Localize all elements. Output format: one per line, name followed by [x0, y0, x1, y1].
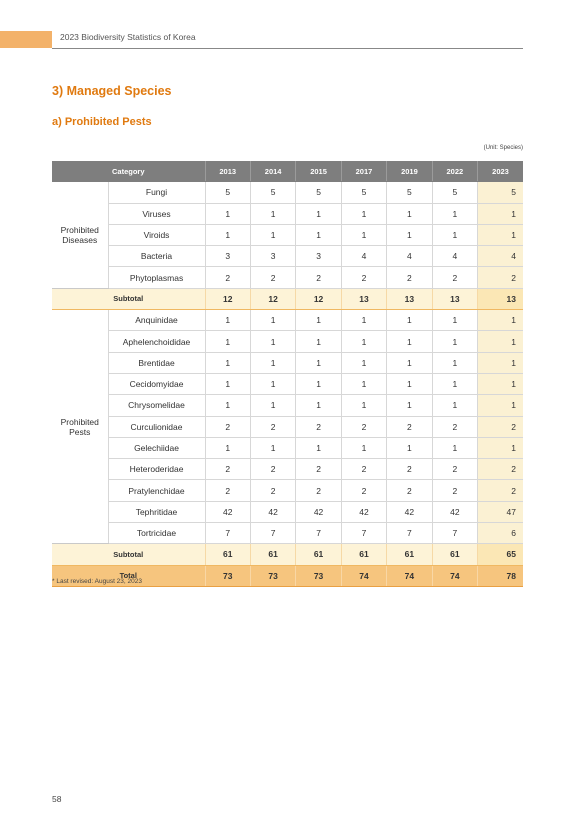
header-rule — [52, 48, 523, 49]
running-header: 2023 Biodiversity Statistics of Korea — [60, 32, 196, 42]
value-cell: 42 — [296, 501, 341, 522]
value-cell: 1 — [387, 224, 432, 245]
value-cell: 2 — [432, 480, 477, 501]
species-name: Chrysomelidae — [108, 395, 205, 416]
value-cell: 1 — [432, 437, 477, 458]
prohibited-pests-table — [52, 161, 523, 587]
table-row — [52, 523, 523, 544]
species-name: Pratylenchidae — [108, 480, 205, 501]
subtotal-value: 12 — [296, 288, 341, 309]
value-cell: 1 — [296, 224, 341, 245]
value-cell: 2 — [387, 267, 432, 288]
value-cell: 1 — [387, 395, 432, 416]
species-name: Fungi — [108, 182, 205, 203]
species-name: Phytoplasmas — [108, 267, 205, 288]
value-cell: 1 — [250, 224, 295, 245]
value-cell: 1 — [341, 437, 386, 458]
value-cell: 1 — [205, 437, 250, 458]
value-cell: 3 — [296, 246, 341, 267]
table-row — [52, 182, 523, 203]
value-cell: 2 — [341, 459, 386, 480]
value-cell: 42 — [432, 501, 477, 522]
value-cell: 2 — [205, 480, 250, 501]
value-cell: 1 — [341, 395, 386, 416]
value-cell: 5 — [432, 182, 477, 203]
total-label: Total — [52, 565, 205, 586]
value-cell: 1 — [250, 352, 295, 373]
value-cell: 1 — [205, 224, 250, 245]
value-cell: 1 — [432, 395, 477, 416]
value-cell: 4 — [341, 246, 386, 267]
footnote: * Last revised: August 23, 2023 — [52, 578, 142, 585]
year-header: 2022 — [432, 161, 477, 182]
subtotal-value: 13 — [341, 288, 386, 309]
value-cell: 1 — [478, 331, 523, 352]
year-header: 2019 — [387, 161, 432, 182]
value-cell: 1 — [387, 331, 432, 352]
species-name: Viroids — [108, 224, 205, 245]
total-value: 73 — [205, 565, 250, 586]
value-cell: 1 — [432, 352, 477, 373]
value-cell: 1 — [432, 331, 477, 352]
species-name: Anquinidae — [108, 310, 205, 331]
subtotal-label: Subtotal — [52, 288, 205, 309]
subtotal-row — [52, 544, 523, 565]
value-cell: 1 — [250, 395, 295, 416]
value-cell: 1 — [205, 395, 250, 416]
value-cell: 1 — [387, 352, 432, 373]
value-cell: 1 — [341, 373, 386, 394]
value-cell: 2 — [205, 416, 250, 437]
total-value: 74 — [387, 565, 432, 586]
value-cell: 2 — [341, 416, 386, 437]
value-cell: 1 — [387, 373, 432, 394]
value-cell: 2 — [341, 480, 386, 501]
value-cell: 2 — [432, 267, 477, 288]
value-cell: 1 — [205, 203, 250, 224]
header-accent-tab — [0, 31, 52, 48]
value-cell: 2 — [432, 459, 477, 480]
category-header: Category — [52, 161, 205, 182]
year-header: 2015 — [296, 161, 341, 182]
subtotal-value: 13 — [478, 288, 523, 309]
total-value: 78 — [478, 565, 523, 586]
table-row — [52, 331, 523, 352]
table-row — [52, 416, 523, 437]
total-value: 73 — [296, 565, 341, 586]
value-cell: 3 — [250, 246, 295, 267]
subsection-title: a) Prohibited Pests — [52, 116, 152, 128]
subtotal-value: 61 — [387, 544, 432, 565]
value-cell: 1 — [387, 203, 432, 224]
value-cell: 1 — [387, 437, 432, 458]
value-cell: 1 — [250, 310, 295, 331]
value-cell: 2 — [432, 416, 477, 437]
subtotal-value: 61 — [250, 544, 295, 565]
table-row — [52, 246, 523, 267]
value-cell: 6 — [478, 523, 523, 544]
table-row — [52, 310, 523, 331]
value-cell: 1 — [296, 331, 341, 352]
section-title: 3) Managed Species — [52, 84, 172, 98]
value-cell: 4 — [387, 246, 432, 267]
year-header: 2017 — [341, 161, 386, 182]
subtotal-value: 13 — [387, 288, 432, 309]
value-cell: 1 — [341, 310, 386, 331]
subtotal-value: 61 — [296, 544, 341, 565]
value-cell: 1 — [205, 373, 250, 394]
value-cell: 1 — [296, 373, 341, 394]
value-cell: 2 — [387, 459, 432, 480]
group-label-line: Prohibited — [60, 225, 99, 236]
subtotal-value: 12 — [250, 288, 295, 309]
value-cell: 7 — [205, 523, 250, 544]
value-cell: 2 — [478, 267, 523, 288]
species-name: Aphelenchoididae — [108, 331, 205, 352]
value-cell: 1 — [478, 352, 523, 373]
value-cell: 1 — [478, 224, 523, 245]
table-row — [52, 437, 523, 458]
table-row — [52, 501, 523, 522]
page-number: 58 — [52, 794, 62, 804]
year-header: 2013 — [205, 161, 250, 182]
unit-note: (Unit: Species) — [483, 145, 523, 151]
value-cell: 47 — [478, 501, 523, 522]
value-cell: 3 — [205, 246, 250, 267]
value-cell: 1 — [341, 352, 386, 373]
value-cell: 5 — [387, 182, 432, 203]
value-cell: 5 — [205, 182, 250, 203]
species-name: Brentidae — [108, 352, 205, 373]
species-name: Gelechiidae — [108, 437, 205, 458]
value-cell: 1 — [432, 203, 477, 224]
subtotal-value: 61 — [341, 544, 386, 565]
value-cell: 1 — [296, 395, 341, 416]
table-row — [52, 203, 523, 224]
value-cell: 2 — [478, 459, 523, 480]
value-cell: 1 — [478, 395, 523, 416]
group-label-line: Diseases — [62, 235, 98, 246]
value-cell: 7 — [387, 523, 432, 544]
species-name: Heteroderidae — [108, 459, 205, 480]
group-label — [52, 182, 108, 288]
value-cell: 1 — [432, 310, 477, 331]
value-cell: 4 — [478, 246, 523, 267]
value-cell: 2 — [250, 416, 295, 437]
value-cell: 1 — [296, 203, 341, 224]
subtotal-value: 61 — [432, 544, 477, 565]
value-cell: 1 — [250, 437, 295, 458]
value-cell: 1 — [341, 224, 386, 245]
value-cell: 2 — [296, 480, 341, 501]
table-row — [52, 480, 523, 501]
value-cell: 2 — [296, 459, 341, 480]
species-name: Curculionidae — [108, 416, 205, 437]
value-cell: 4 — [432, 246, 477, 267]
value-cell: 1 — [296, 352, 341, 373]
value-cell: 2 — [341, 267, 386, 288]
value-cell: 2 — [205, 459, 250, 480]
value-cell: 5 — [296, 182, 341, 203]
value-cell: 2 — [478, 480, 523, 501]
table-row — [52, 459, 523, 480]
value-cell: 1 — [478, 437, 523, 458]
value-cell: 1 — [478, 373, 523, 394]
value-cell: 1 — [250, 331, 295, 352]
year-header: 2014 — [250, 161, 295, 182]
value-cell: 2 — [387, 480, 432, 501]
value-cell: 1 — [432, 373, 477, 394]
value-cell: 1 — [296, 310, 341, 331]
table-row — [52, 395, 523, 416]
value-cell: 1 — [341, 203, 386, 224]
value-cell: 1 — [341, 331, 386, 352]
value-cell: 1 — [250, 203, 295, 224]
value-cell: 2 — [250, 480, 295, 501]
subtotal-value: 12 — [205, 288, 250, 309]
group-label-line: Pests — [69, 426, 91, 437]
species-name: Viruses — [108, 203, 205, 224]
subtotal-value: 61 — [205, 544, 250, 565]
subtotal-value: 65 — [478, 544, 523, 565]
value-cell: 1 — [478, 203, 523, 224]
value-cell: 1 — [432, 224, 477, 245]
value-cell: 7 — [296, 523, 341, 544]
value-cell: 2 — [296, 267, 341, 288]
value-cell: 2 — [250, 267, 295, 288]
value-cell: 42 — [341, 501, 386, 522]
total-value: 73 — [250, 565, 295, 586]
value-cell: 1 — [478, 310, 523, 331]
value-cell: 7 — [341, 523, 386, 544]
table-row — [52, 267, 523, 288]
value-cell: 2 — [205, 267, 250, 288]
value-cell: 1 — [205, 331, 250, 352]
value-cell: 7 — [432, 523, 477, 544]
value-cell: 1 — [205, 352, 250, 373]
value-cell: 2 — [296, 416, 341, 437]
group-label-line: Prohibited — [60, 416, 99, 427]
value-cell: 2 — [478, 416, 523, 437]
value-cell: 1 — [205, 310, 250, 331]
subtotal-row — [52, 288, 523, 309]
total-value: 74 — [341, 565, 386, 586]
value-cell: 42 — [387, 501, 432, 522]
value-cell: 7 — [250, 523, 295, 544]
value-cell: 1 — [250, 373, 295, 394]
value-cell: 42 — [205, 501, 250, 522]
species-name: Bacteria — [108, 246, 205, 267]
table-row — [52, 224, 523, 245]
group-label — [52, 310, 108, 544]
table-body — [52, 182, 523, 587]
species-name: Tephritidae — [108, 501, 205, 522]
value-cell: 1 — [296, 437, 341, 458]
table-header-row — [52, 161, 523, 182]
value-cell: 5 — [478, 182, 523, 203]
value-cell: 2 — [250, 459, 295, 480]
value-cell: 42 — [250, 501, 295, 522]
species-name: Tortricidae — [108, 523, 205, 544]
table-row — [52, 352, 523, 373]
value-cell: 5 — [250, 182, 295, 203]
value-cell: 2 — [387, 416, 432, 437]
species-name: Cecidomyidae — [108, 373, 205, 394]
subtotal-label: Subtotal — [52, 544, 205, 565]
year-header: 2023 — [478, 161, 523, 182]
total-value: 74 — [432, 565, 477, 586]
table-row — [52, 373, 523, 394]
value-cell: 1 — [387, 310, 432, 331]
value-cell: 5 — [341, 182, 386, 203]
subtotal-value: 13 — [432, 288, 477, 309]
